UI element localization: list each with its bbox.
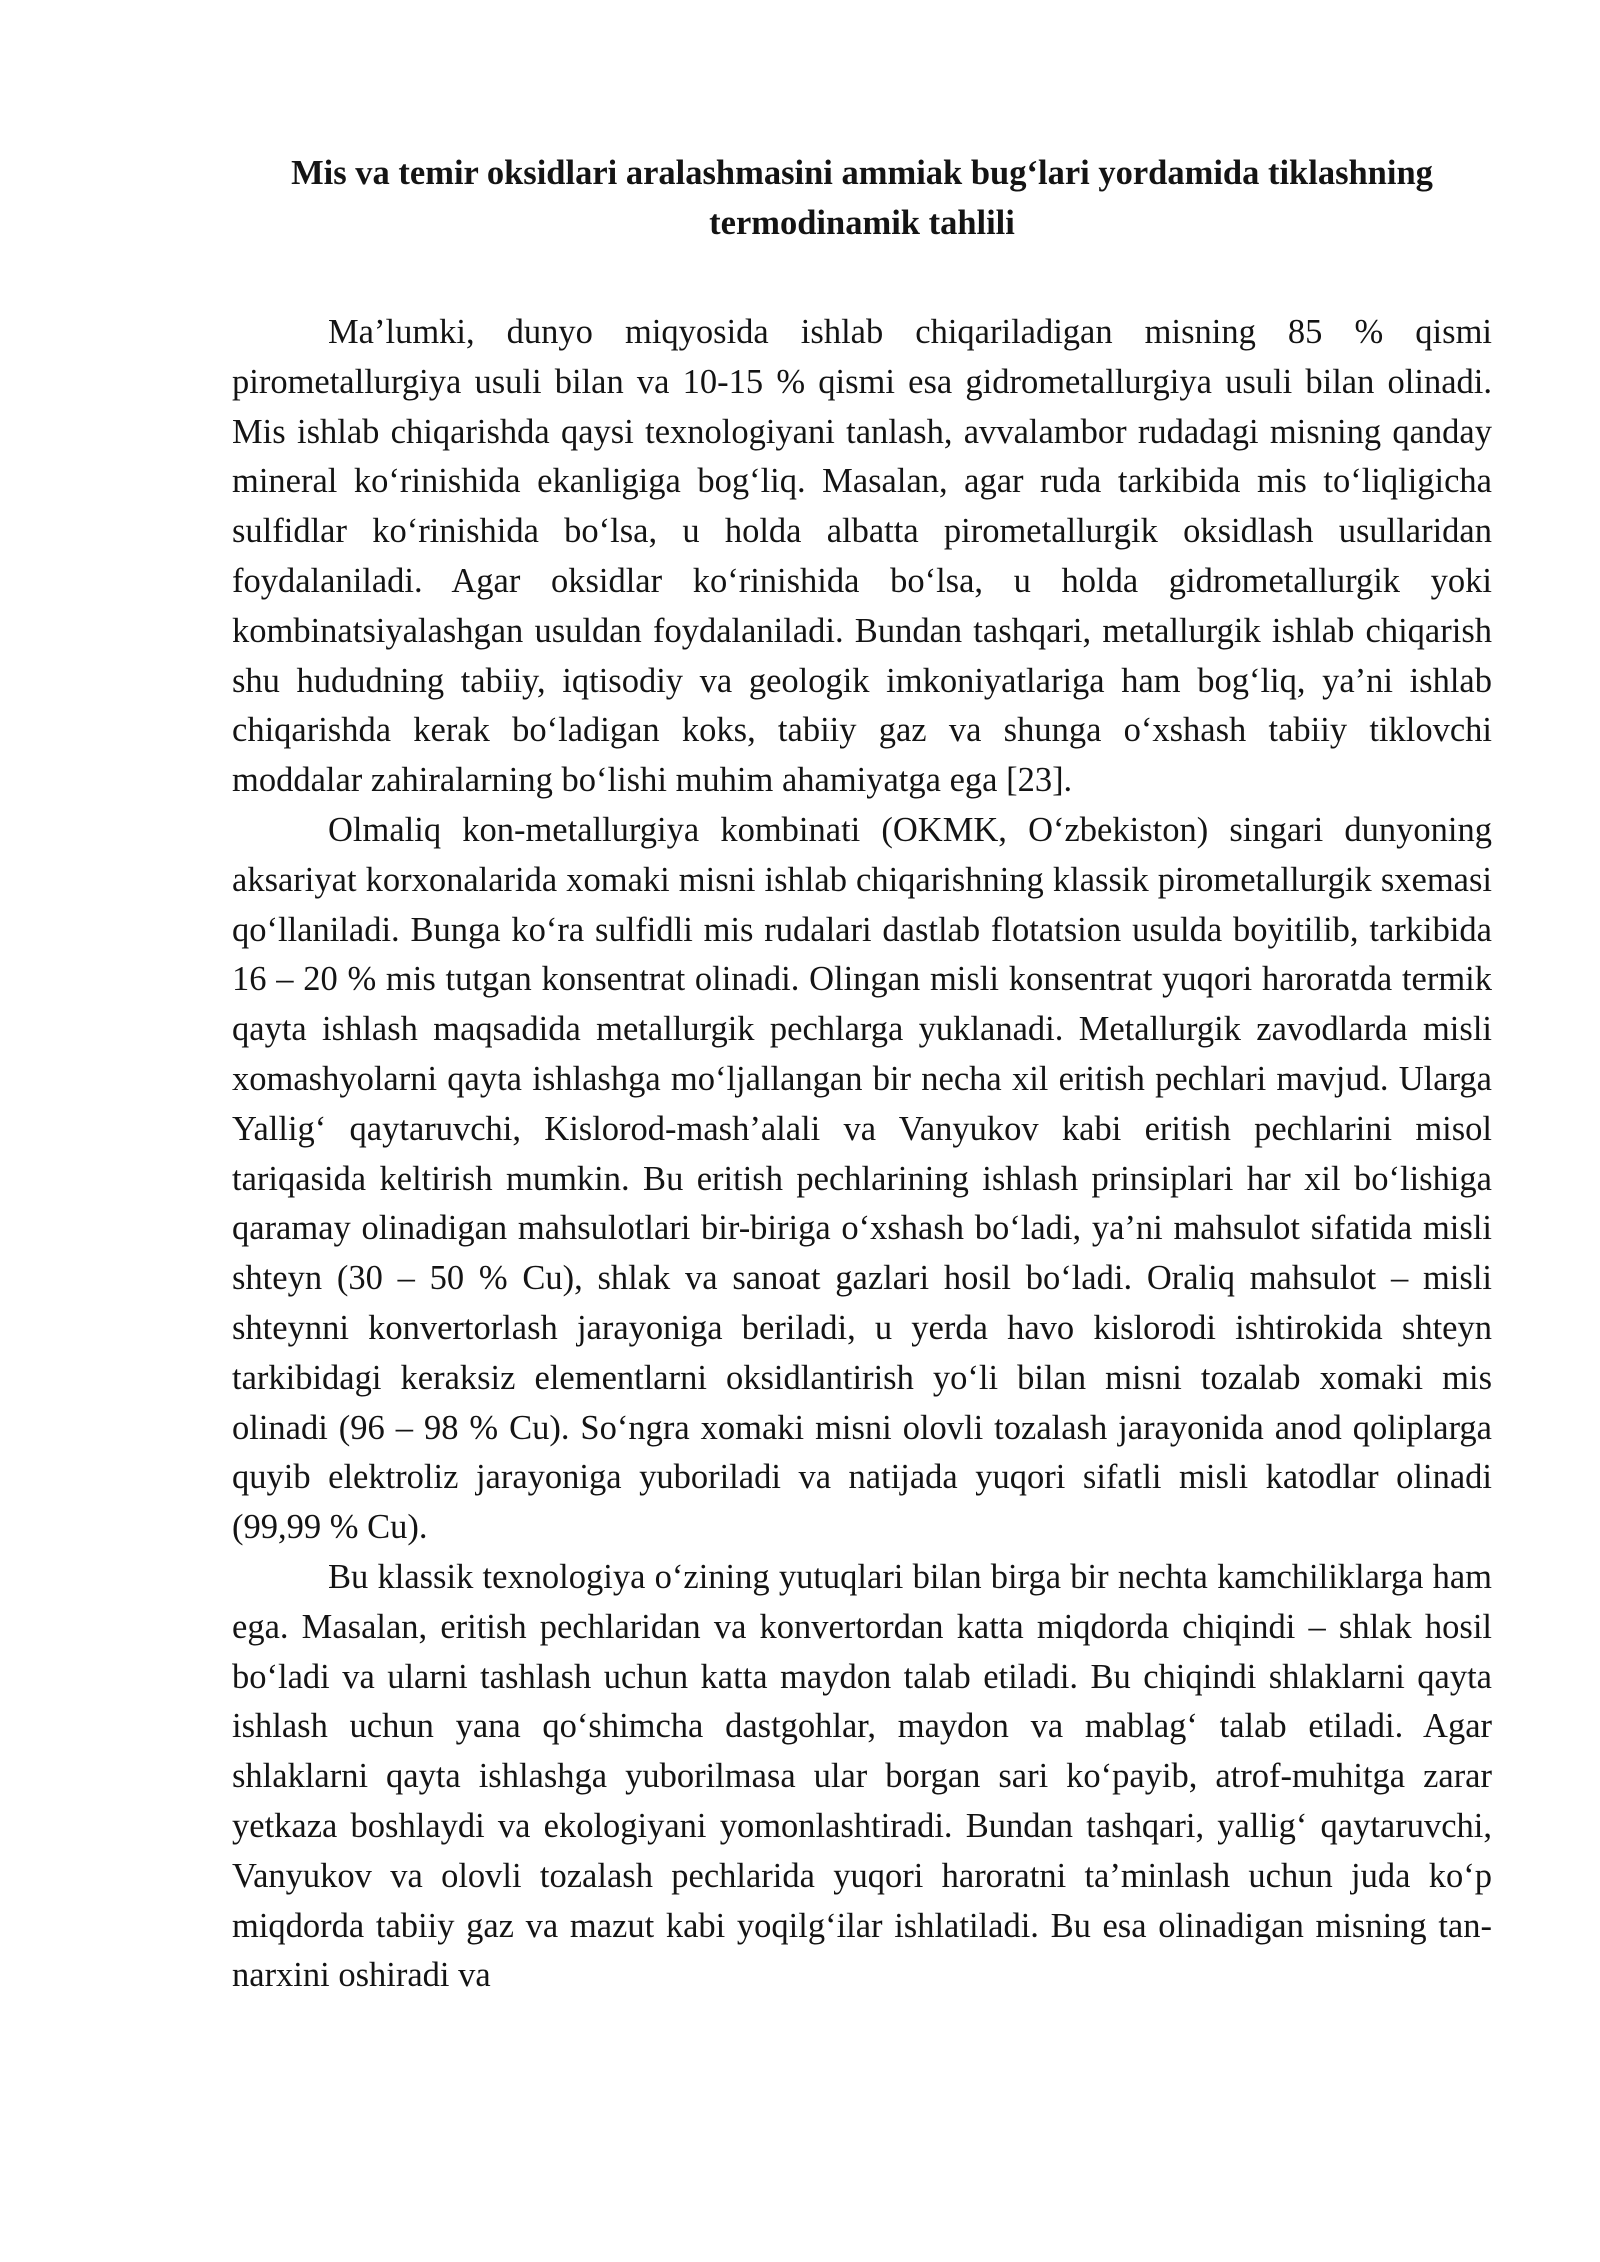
document-title: Mis va temir oksidlari aralashmasini ammiak bug‘lari yordamida tiklashning termodinamik tahlili bbox=[291, 154, 1433, 242]
paragraph-3: Bu klassik texnologiya o‘zining yutuqlari bilan birga bir nechta kamchiliklarga ham ega. Masalan, eritish pechlaridan va konvertordan katta miqdorda chiqindi – shlak hosil bo‘ladi va ularni tashlash uchun katta maydon talab etiladi. Bu chiqindi shlaklarni qayta ishlash uchun yana qo‘shimcha dastgohlar, maydon va mablag‘ talab etiladi. Agar shlaklarni qayta ishlashga yuborilmasa ular borgan sari ko‘payib, atrof-muhitga zarar yetkaza boshlaydi va ekologiyani yomonlashtiradi. Bundan tashqari, yallig‘ qaytaruvchi, Vanyukov va olovli tozalash pechlarida yuqori haroratni ta’minlash uchun juda ko‘p miqdorda tabiiy gaz va mazut kabi yoqilg‘ilar ishlatiladi. Bu esa olinadigan misning tan-narxini oshiradi va bbox=[232, 1557, 1492, 1995]
paragraph-1: Ma’lumki, dunyo miqyosida ishlab chiqariladigan misning 85 % qismi pirometallurgiya usuli bilan va 10-15 % qismi esa gidrometallurgiya usuli bilan olinadi. Mis ishlab chiqarishda qaysi texnologiyani tanlash, avvalambor rudadagi misning qanday mineral ko‘rinishida ekanligiga bog‘liq. Masalan, agar ruda tarkibida mis to‘liqligicha sulfidlar ko‘rinishida bo‘lsa, u holda albatta pirometallurgik oksidlash usullaridan foydalaniladi. Agar oksidlar ko‘rinishida bo‘lsa, u holda gidrometallurgik yoki kombinatsiyalashgan usuldan foydalaniladi. Bundan tashqari, metallurgik ishlab chiqarish shu hududning tabiiy, iqtisodiy va geologik imkoniyatlariga ham bog‘liq, ya’ni ishlab chiqarishda kerak bo‘ladigan koks, tabiiy gaz va shunga o‘xshash tabiiy tiklovchi moddalar zahiralarning bo‘lishi muhim ahamiyatga ega [23]. bbox=[232, 313, 1492, 800]
paragraph-2: Olmaliq kon-metallurgiya kombinati (OKMK, O‘zbekiston) singari dunyoning aksariyat korxonalarida xomaki misni ishlab chiqarishning klassik pirometallurgik sxemasi qo‘llaniladi. Bunga ko‘ra sulfidli mis rudalari dastlab flotatsion usulda boyitilib, tarkibida 16 – 20 % mis tutgan konsentrat olinadi. Olingan misli konsentrat yuqori haroratda termik qayta ishlash maqsadida metallurgik pechlarga yuklanadi. Metallurgik zavodlarda misli xomashyolarni qayta ishlashga mo‘ljallangan bir necha xil eritish pechlari mavjud. Ularga Yallig‘ qaytaruvchi, Kislorod-mash’alali va Vanyukov kabi eritish pechlarini misol tariqasida keltirish mumkin. Bu eritish pechlarining ishlash prinsiplari har xil bo‘lishiga qaramay olinadigan mahsulotlari bir-biriga o‘xshash bo‘ladi, ya’ni mahsulot sifatida misli shteyn (30 – 50 % Cu), shlak va sanoat gazlari hosil bo‘ladi. Oraliq mahsulot – misli shteynni konvertorlash jarayoniga beriladi, u yerda havo kislorodi ishtirokida shteyn tarkibidagi keraksiz elementlarni oksidlantirish yo‘li bilan misni tozalab xomaki mis olinadi (96 – 98 % Cu). So‘ngra xomaki misni olovli tozalash jarayonida anod qoliplarga quyib elektroliz jarayoniga yuboriladi va natijada yuqori sifatli misli katodlar olinadi (99,99 % Cu). bbox=[232, 810, 1492, 1547]
document-page bbox=[232, 148, 1492, 2001]
document-body bbox=[232, 308, 1492, 2001]
